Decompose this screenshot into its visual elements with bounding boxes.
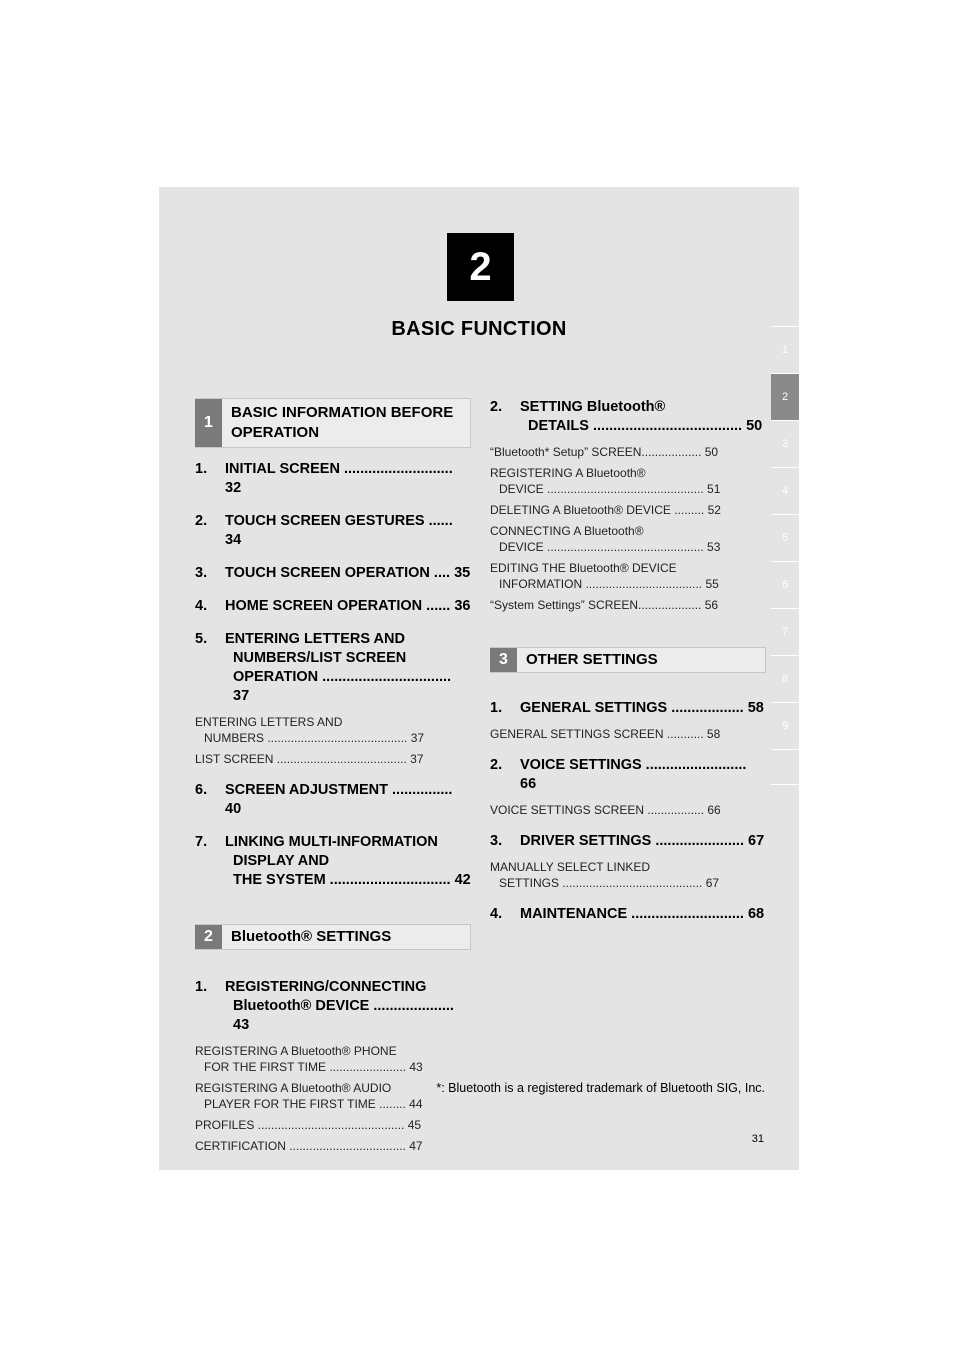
toc-sub-entry[interactable]: CONNECTING A Bluetooth® DEVICE ............................................... 53 [490,524,721,554]
section-number: 1 [195,399,222,447]
entry-title: SCREEN ADJUSTMENT ............... 40 [225,782,453,817]
toc-sub-entry[interactable]: ENTERING LETTERS AND NUMBERS .......................................... 37 [195,715,425,745]
toc-sub-entry[interactable]: VOICE SETTINGS SCREEN ................. 66 [490,803,721,817]
toc-sub-entry[interactable]: CERTIFICATION ................................... 47 [195,1139,423,1153]
chapter-tabs [771,292,799,785]
section-title: OTHER SETTINGS [526,651,658,668]
toc-sub-entry[interactable]: DELETING A Bluetooth® DEVICE ......... 52 [490,503,721,517]
entry-number: 2. [490,757,503,773]
toc-sub-list [195,1043,471,1154]
toc-right-column [490,398,766,938]
tab-5[interactable]: 5 [771,515,799,562]
entry-number: 1. [195,979,208,995]
toc-entry[interactable] [490,398,766,436]
entry-title-cont: OPERATION ................................ 37 [233,669,452,704]
section-title [222,399,453,447]
tab-1[interactable]: 1 [771,327,799,374]
entry-title: ENTERING LETTERS AND [225,631,405,647]
section-header-3 [490,647,766,673]
toc-entry[interactable] [490,832,766,851]
entry-number: 7. [195,834,208,850]
page-number: 31 [751,1133,764,1145]
entry-title: TOUCH SCREEN GESTURES ...... 34 [225,513,453,548]
entry-number: 1. [490,700,503,716]
toc-sub-entry[interactable]: LIST SCREEN ....................................... 37 [195,752,424,766]
toc-sub-entry[interactable]: EDITING THE Bluetooth® DEVICE INFORMATION ................................... 55 [490,561,719,591]
toc-sub-entry[interactable]: REGISTERING A Bluetooth® AUDIO PLAYER FOR THE FIRST TIME ........ 44 [195,1081,423,1111]
entry-title-cont: DETAILS ..................................... 50 [528,418,763,434]
entry-title: REGISTERING/CONNECTING [225,979,427,995]
entry-number: 2. [195,513,208,529]
tab-2[interactable]: 2 [771,374,799,421]
entry-title-cont: DISPLAY AND [233,853,330,869]
section-number: 2 [195,925,222,949]
section-title-line: OPERATION [231,424,320,441]
toc-entry[interactable] [195,512,471,550]
entry-title: DRIVER SETTINGS ...................... 67 [520,833,765,849]
footnote: *: Bluetooth is a registered trademark of Bluetooth SIG, Inc. [436,1081,765,1095]
entry-title: LINKING MULTI-INFORMATION [225,834,438,850]
entry-number: 6. [195,782,208,798]
chapter-number: 2 [447,233,514,301]
toc-sub-entry[interactable]: “Bluetooth* Setup” SCREEN.................. 50 [490,445,719,459]
tab-spacer [771,750,799,785]
tab-4[interactable]: 4 [771,468,799,515]
toc-entry[interactable] [195,564,471,583]
toc-entry[interactable] [490,905,766,924]
section-title-line: BASIC INFORMATION BEFORE [231,404,454,421]
toc-entry[interactable] [195,460,471,498]
toc-sub-list [490,726,766,742]
entry-title-cont: Bluetooth® DEVICE .................... 43 [233,998,454,1033]
toc-entry[interactable] [195,833,471,890]
tab-8[interactable]: 8 [771,656,799,703]
toc-sub-list [195,714,471,767]
entry-title-cont: THE SYSTEM .............................. 42 [233,872,471,888]
toc-sub-entry[interactable]: MANUALLY SELECT LINKED SETTINGS .......................................... 67 [490,860,720,890]
toc-entry[interactable] [195,781,471,819]
toc-sub-list [490,444,766,613]
chapter-title: BASIC FUNCTION [391,318,567,340]
toc-sub-list [490,802,766,818]
tab-spacer [771,292,799,327]
entry-number: 1. [195,461,208,477]
tab-7[interactable]: 7 [771,609,799,656]
entry-title: MAINTENANCE ............................ 68 [520,906,765,922]
entry-title: HOME SCREEN OPERATION ...... 36 [225,598,471,614]
entry-number: 4. [490,906,503,922]
toc-entry[interactable] [195,978,471,1035]
section-header-2 [195,924,471,950]
toc-entry[interactable] [195,597,471,616]
entry-title: SETTING Bluetooth® [520,399,666,415]
section-number: 3 [490,648,517,672]
section-header-1 [195,398,471,448]
toc-sub-entry[interactable]: “System Settings” SCREEN................... 56 [490,598,719,612]
toc-entry[interactable] [490,756,766,794]
toc-sub-entry[interactable]: GENERAL SETTINGS SCREEN ........... 58 [490,727,721,741]
entry-number: 3. [195,565,208,581]
tab-6[interactable]: 6 [771,562,799,609]
entry-title: GENERAL SETTINGS .................. 58 [520,700,764,716]
toc-left-column [195,398,471,1168]
section-title: Bluetooth® SETTINGS [231,928,392,945]
entry-number: 3. [490,833,503,849]
entry-number: 5. [195,631,208,647]
toc-entry[interactable] [490,699,766,718]
entry-number: 2. [490,399,503,415]
toc-entry[interactable] [195,630,471,706]
entry-title: INITIAL SCREEN ........................... 32 [225,461,453,496]
entry-title: VOICE SETTINGS ......................... 66 [520,757,747,792]
toc-sub-list [490,859,766,891]
toc-sub-entry[interactable]: REGISTERING A Bluetooth® PHONE FOR THE FIRST TIME ....................... 43 [195,1044,423,1074]
tab-9[interactable]: 9 [771,703,799,750]
toc-sub-entry[interactable]: PROFILES ............................................ 45 [195,1118,422,1132]
entry-title: TOUCH SCREEN OPERATION .... 35 [225,565,471,581]
entry-title-cont: NUMBERS/LIST SCREEN [233,650,407,666]
entry-number: 4. [195,598,208,614]
tab-3[interactable]: 3 [771,421,799,468]
toc-sub-entry[interactable]: REGISTERING A Bluetooth® DEVICE ............................................... 51 [490,466,721,496]
